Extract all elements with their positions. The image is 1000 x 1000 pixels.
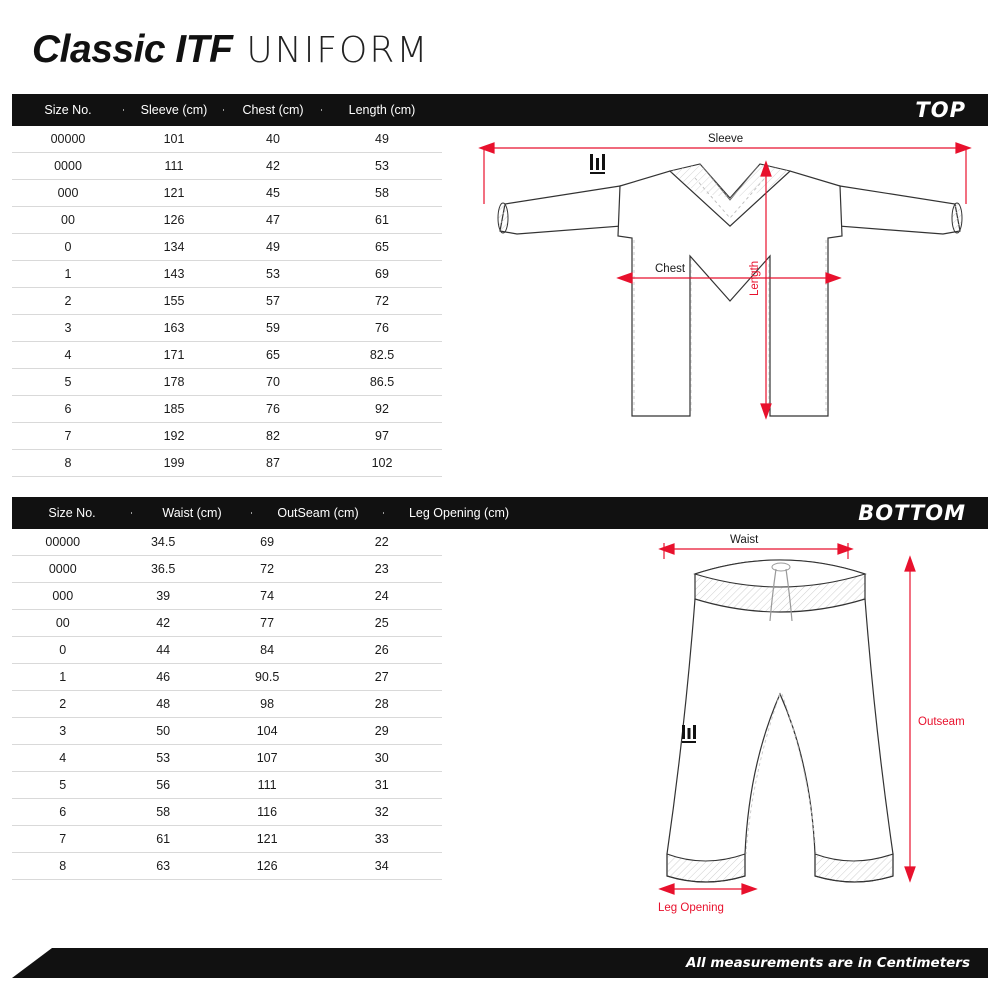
footer-note: All measurements are in Centimeters — [685, 955, 970, 971]
table-cell: 143 — [124, 261, 224, 288]
table-cell: 61 — [114, 826, 213, 853]
table-cell: 155 — [124, 288, 224, 315]
table-row — [12, 342, 442, 369]
table-cell: 4 — [12, 342, 124, 369]
table-cell: 69 — [322, 261, 442, 288]
table-cell: 3 — [12, 718, 114, 745]
table-cell: 2 — [12, 691, 114, 718]
table-cell: 00000 — [12, 126, 124, 153]
table-row — [12, 450, 442, 477]
table-cell: 134 — [124, 234, 224, 261]
table-row — [12, 234, 442, 261]
table-cell: 126 — [124, 207, 224, 234]
table-row — [12, 826, 442, 853]
bottom-section-label: BOTTOM — [858, 501, 966, 525]
column-header-outseam: OutSeam (cm) — [252, 506, 384, 520]
table-cell: 121 — [124, 180, 224, 207]
table-row — [12, 853, 442, 880]
table-cell: 49 — [322, 126, 442, 153]
table-cell: 36.5 — [114, 556, 213, 583]
table-cell: 92 — [322, 396, 442, 423]
table-cell: 00000 — [12, 529, 114, 556]
table-cell: 74 — [213, 583, 322, 610]
table-row — [12, 261, 442, 288]
table-cell: 199 — [124, 450, 224, 477]
table-cell: 77 — [213, 610, 322, 637]
table-cell: 30 — [321, 745, 442, 772]
column-header-chest: Chest (cm) — [224, 103, 322, 117]
label-chest: Chest — [655, 263, 686, 275]
table-cell: 58 — [114, 799, 213, 826]
table-cell: 7 — [12, 423, 124, 450]
table-cell: 63 — [114, 853, 213, 880]
table-row — [12, 315, 442, 342]
table-cell: 0000 — [12, 556, 114, 583]
table-cell: 32 — [321, 799, 442, 826]
table-row — [12, 610, 442, 637]
table-cell: 53 — [224, 261, 322, 288]
table-cell: 82 — [224, 423, 322, 450]
table-row — [12, 153, 442, 180]
table-row — [12, 799, 442, 826]
top-measurements-table — [12, 126, 442, 477]
trousers-diagram — [600, 529, 990, 939]
table-row — [12, 529, 442, 556]
table-cell: 0000 — [12, 153, 124, 180]
table-cell: 49 — [224, 234, 322, 261]
table-cell: 126 — [213, 853, 322, 880]
table-cell: 69 — [213, 529, 322, 556]
table-cell: 28 — [321, 691, 442, 718]
table-cell: 45 — [224, 180, 322, 207]
table-row — [12, 396, 442, 423]
table-row — [12, 423, 442, 450]
table-cell: 82.5 — [322, 342, 442, 369]
table-cell: 46 — [114, 664, 213, 691]
table-row — [12, 583, 442, 610]
table-cell: 192 — [124, 423, 224, 450]
table-cell: 116 — [213, 799, 322, 826]
table-cell: 24 — [321, 583, 442, 610]
table-cell: 102 — [322, 450, 442, 477]
table-cell: 163 — [124, 315, 224, 342]
table-cell: 5 — [12, 369, 124, 396]
bottom-measurements-table — [12, 529, 442, 880]
column-header-size-no-top: Size No. — [12, 103, 124, 117]
table-cell: 84 — [213, 637, 322, 664]
table-row — [12, 288, 442, 315]
table-cell: 23 — [321, 556, 442, 583]
table-cell: 34.5 — [114, 529, 213, 556]
table-cell: 53 — [322, 153, 442, 180]
table-row — [12, 126, 442, 153]
table-cell: 101 — [124, 126, 224, 153]
table-cell: 29 — [321, 718, 442, 745]
table-cell: 61 — [322, 207, 442, 234]
table-cell: 65 — [224, 342, 322, 369]
label-length: Length — [749, 260, 761, 296]
table-cell: 86.5 — [322, 369, 442, 396]
table-cell: 90.5 — [213, 664, 322, 691]
table-cell: 39 — [114, 583, 213, 610]
column-header-leg-opening: Leg Opening (cm) — [408, 506, 510, 520]
table-cell: 104 — [213, 718, 322, 745]
column-header-size-no-bottom: Size No. — [12, 506, 132, 520]
table-cell: 0 — [12, 637, 114, 664]
jacket-diagram — [470, 126, 990, 456]
table-cell: 53 — [114, 745, 213, 772]
table-cell: 72 — [322, 288, 442, 315]
table-cell: 50 — [114, 718, 213, 745]
table-row — [12, 718, 442, 745]
table-cell: 70 — [224, 369, 322, 396]
page-title — [32, 28, 429, 72]
table-cell: 25 — [321, 610, 442, 637]
table-cell: 121 — [213, 826, 322, 853]
table-cell: 171 — [124, 342, 224, 369]
label-waist: Waist — [730, 534, 759, 546]
table-cell: 178 — [124, 369, 224, 396]
table-cell: 97 — [322, 423, 442, 450]
table-cell: 27 — [321, 664, 442, 691]
label-sleeve: Sleeve — [708, 133, 744, 145]
bottom-section-header — [12, 497, 988, 529]
table-cell: 76 — [224, 396, 322, 423]
table-cell: 2 — [12, 288, 124, 315]
table-cell: 58 — [322, 180, 442, 207]
table-cell: 22 — [321, 529, 442, 556]
table-row — [12, 772, 442, 799]
table-row — [12, 664, 442, 691]
table-cell: 40 — [224, 126, 322, 153]
table-cell: 98 — [213, 691, 322, 718]
label-leg-opening: Leg Opening — [658, 902, 724, 914]
table-cell: 65 — [322, 234, 442, 261]
column-header-sleeve: Sleeve (cm) — [124, 103, 224, 117]
table-cell: 76 — [322, 315, 442, 342]
table-cell: 107 — [213, 745, 322, 772]
top-section-header — [12, 94, 988, 126]
table-cell: 87 — [224, 450, 322, 477]
table-cell: 6 — [12, 799, 114, 826]
table-cell: 8 — [12, 450, 124, 477]
table-cell: 57 — [224, 288, 322, 315]
table-cell: 185 — [124, 396, 224, 423]
table-row — [12, 637, 442, 664]
table-cell: 6 — [12, 396, 124, 423]
table-cell: 34 — [321, 853, 442, 880]
table-row — [12, 556, 442, 583]
table-cell: 111 — [124, 153, 224, 180]
table-cell: 4 — [12, 745, 114, 772]
page-title-light: UNIFORM — [246, 30, 430, 71]
brand-logo-icon — [590, 154, 605, 174]
table-cell: 33 — [321, 826, 442, 853]
page-title-bold: Classic ITF — [32, 28, 233, 71]
table-cell: 47 — [224, 207, 322, 234]
table-cell: 00 — [12, 207, 124, 234]
table-row — [12, 207, 442, 234]
column-header-length: Length (cm) — [348, 103, 416, 117]
table-cell: 31 — [321, 772, 442, 799]
table-cell: 7 — [12, 826, 114, 853]
table-cell: 111 — [213, 772, 322, 799]
table-cell: 48 — [114, 691, 213, 718]
table-cell: 5 — [12, 772, 114, 799]
table-row — [12, 180, 442, 207]
table-cell: 000 — [12, 180, 124, 207]
table-cell: 42 — [224, 153, 322, 180]
table-cell: 44 — [114, 637, 213, 664]
table-row — [12, 745, 442, 772]
top-section-label: TOP — [915, 98, 966, 122]
table-cell: 1 — [12, 261, 124, 288]
footer — [12, 948, 988, 978]
label-outseam: Outseam — [918, 716, 965, 728]
table-row — [12, 691, 442, 718]
table-cell: 8 — [12, 853, 114, 880]
table-cell: 72 — [213, 556, 322, 583]
table-cell: 1 — [12, 664, 114, 691]
table-cell: 3 — [12, 315, 124, 342]
table-cell: 59 — [224, 315, 322, 342]
table-cell: 42 — [114, 610, 213, 637]
table-cell: 00 — [12, 610, 114, 637]
table-cell: 000 — [12, 583, 114, 610]
table-cell: 56 — [114, 772, 213, 799]
table-cell: 0 — [12, 234, 124, 261]
column-header-waist: Waist (cm) — [132, 506, 252, 520]
table-row — [12, 369, 442, 396]
table-cell: 26 — [321, 637, 442, 664]
